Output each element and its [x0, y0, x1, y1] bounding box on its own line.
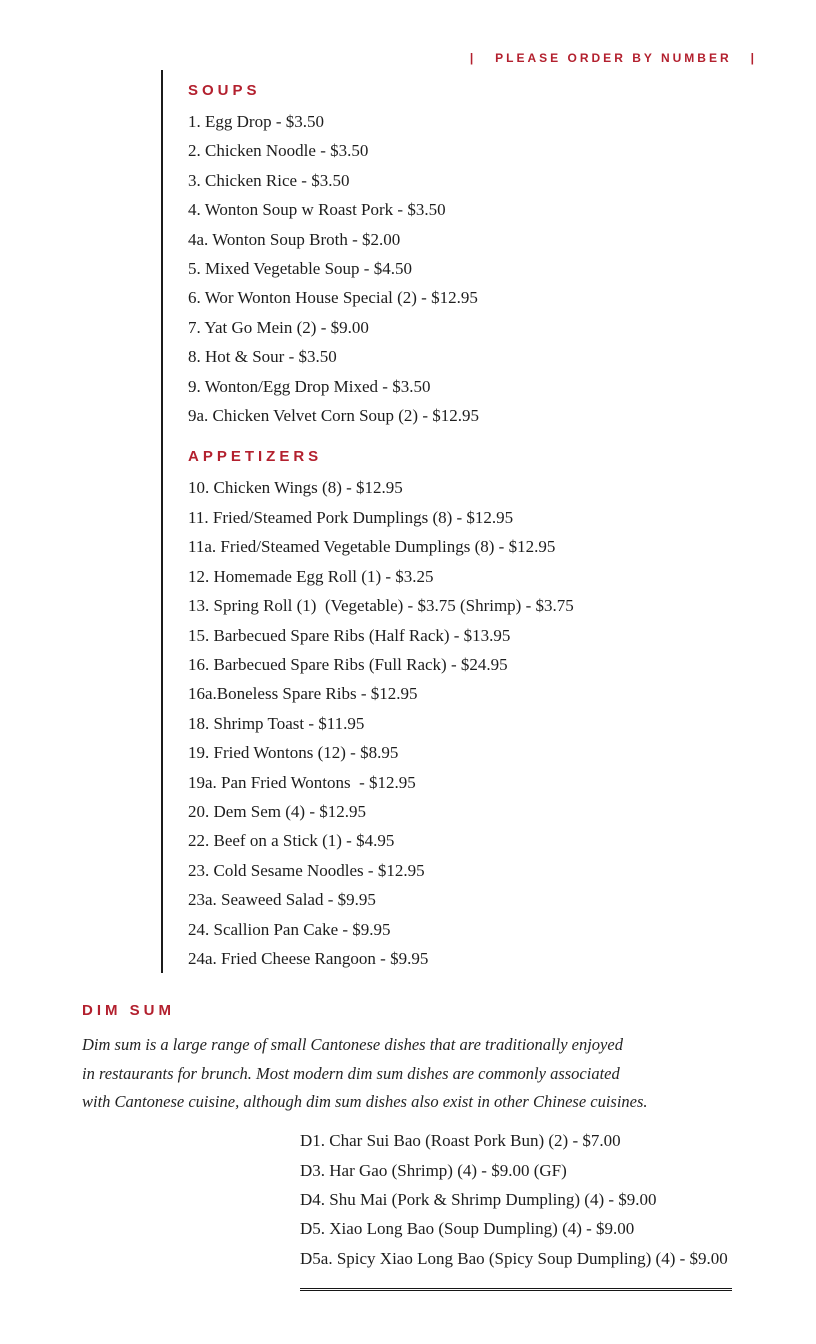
menu-item: 12. Homemade Egg Roll (1) - $3.25 — [188, 566, 434, 586]
menu-item: 15. Barbecued Spare Ribs (Half Rack) - $13.95 — [188, 625, 511, 645]
menu-item: 24. Scallion Pan Cake - $9.95 — [188, 919, 391, 939]
menu-item: 9a. Chicken Velvet Corn Soup (2) - $12.95 — [188, 406, 480, 426]
menu-item: 19a. Pan Fried Wontons - $12.95 — [188, 772, 416, 792]
menu-item: 16. Barbecued Spare Ribs (Full Rack) - $24.95 — [188, 654, 508, 674]
menu-item: 11a. Fried/Steamed Vegetable Dumplings (8) - $12.95 — [188, 537, 556, 557]
menu-item: 5. Mixed Vegetable Soup - $4.50 — [188, 259, 412, 279]
menu-item: 7. Yat Go Mein (2) - $9.00 — [188, 317, 369, 337]
menu-item: 16a.Boneless Spare Ribs - $12.95 — [188, 684, 418, 704]
menu-item: D5. Xiao Long Bao (Soup Dumpling) (4) - $9.00 — [300, 1219, 635, 1239]
section-title-appetizers: APPETIZERS — [188, 448, 323, 466]
soups-appetizers-column — [161, 70, 741, 973]
menu-item: 24a. Fried Cheese Rangoon - $9.95 — [188, 948, 429, 968]
menu-item: 22. Beef on a Stick (1) - $4.95 — [188, 831, 395, 851]
menu-item: 4a. Wonton Soup Broth - $2.00 — [188, 229, 401, 249]
menu-item: D1. Char Sui Bao (Roast Pork Bun) (2) - $7.00 — [300, 1131, 621, 1151]
menu-item: 3. Chicken Rice - $3.50 — [188, 170, 350, 190]
dim-sum-list — [300, 1126, 742, 1273]
menu-item: 8. Hot & Sour - $3.50 — [188, 347, 337, 367]
dim-sum-description-line: with Cantonese cuisine, although dim sum dishes also exist in other Chinese cuisines. — [82, 1092, 648, 1112]
menu-item: 20. Dem Sem (4) - $12.95 — [188, 801, 367, 821]
order-by-number-note: | PLEASE ORDER BY NUMBER | — [469, 51, 757, 65]
dim-sum-description — [82, 1031, 742, 1117]
footer-divider-rule — [300, 1288, 732, 1291]
menu-item: D3. Har Gao (Shrimp) (4) - $9.00 (GF) — [300, 1160, 567, 1180]
section-title-soups: SOUPS — [188, 82, 261, 99]
dim-sum-description-line: Dim sum is a large range of small Cantonese dishes that are traditionally enjoyed — [82, 1035, 623, 1054]
dim-sum-description-line: in restaurants for brunch. Most modern dim sum dishes are commonly associated — [82, 1063, 620, 1083]
menu-item: 13. Spring Roll (1) (Vegetable) - $3.75 (Shrimp) - $3.75 — [188, 596, 574, 616]
menu-item: 23a. Seaweed Salad - $9.95 — [188, 890, 376, 910]
menu-item: 23. Cold Sesame Noodles - $12.95 — [188, 860, 425, 880]
menu-item: 6. Wor Wonton House Special (2) - $12.95 — [188, 288, 478, 308]
menu-item: 10. Chicken Wings (8) - $12.95 — [188, 478, 403, 498]
menu-item: 1. Egg Drop - $3.50 — [188, 112, 324, 131]
menu-item: 9. Wonton/Egg Drop Mixed - $3.50 — [188, 376, 431, 396]
appetizers-list — [188, 473, 741, 973]
dim-sum-section — [82, 1003, 742, 1273]
menu-item: 19. Fried Wontons (12) - $8.95 — [188, 743, 399, 763]
soups-list — [188, 107, 741, 430]
menu-item: 4. Wonton Soup w Roast Pork - $3.50 — [188, 200, 446, 220]
menu-item: 2. Chicken Noodle - $3.50 — [188, 141, 369, 161]
menu-item: 18. Shrimp Toast - $11.95 — [188, 713, 365, 733]
menu-item: D4. Shu Mai (Pork & Shrimp Dumpling) (4) - $9.00 — [300, 1189, 657, 1209]
menu-item: 11. Fried/Steamed Pork Dumplings (8) - $12.95 — [188, 507, 514, 527]
menu-item: D5a. Spicy Xiao Long Bao (Spicy Soup Dumpling) (4) - $9.00 — [300, 1248, 728, 1268]
section-title-dim-sum: DIM SUM — [82, 1002, 175, 1019]
